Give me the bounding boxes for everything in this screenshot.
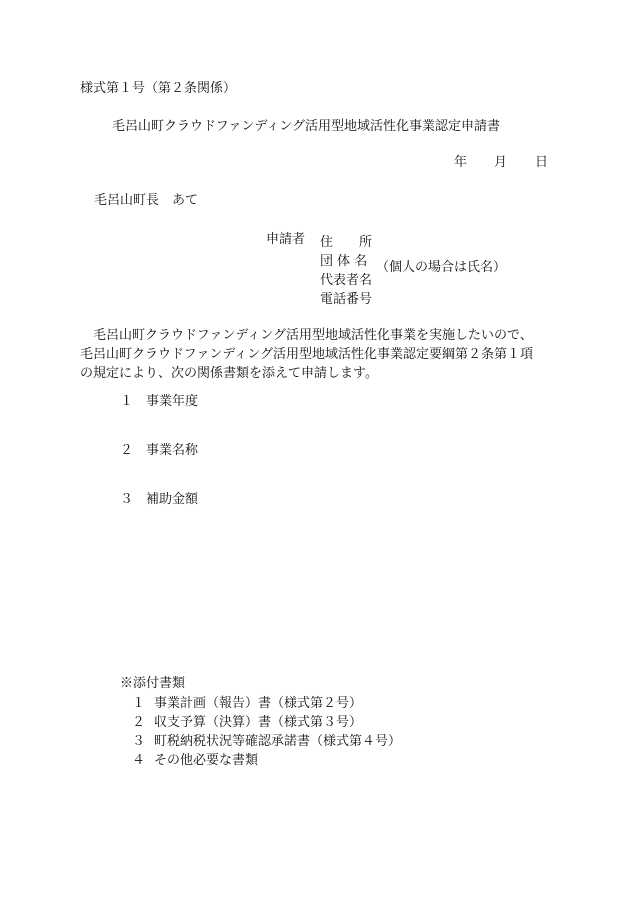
applicant-field-representative: 代表者名: [320, 273, 373, 288]
date-month-label: 月: [494, 155, 508, 170]
date-year-label: 年: [454, 155, 468, 170]
form-number: 様式第１号（第２条関係）: [80, 81, 237, 96]
individual-name-note: （個人の場合は氏名）: [376, 260, 507, 275]
attachment-label: 町税納税状況等確認承諾書（様式第４号）: [154, 734, 402, 749]
applicant-field-phone: 電話番号: [320, 292, 373, 307]
item-subsidy-amount: [120, 493, 198, 506]
attachment-label: その他必要な書類: [154, 753, 259, 768]
attachment-label: 事業計画（報告）書（様式第２号）: [154, 696, 363, 711]
attachment-label: 収支予算（決算）書（様式第３号）: [154, 715, 363, 730]
attachments-heading: ※添付書類: [120, 676, 186, 691]
applicant-field-organization: 団 体 名: [320, 254, 368, 269]
applicant-field-address: 住 所: [320, 235, 373, 250]
item-label: 事業名称: [146, 443, 199, 458]
statement-line: 毛呂山町クラウドファンディング活用型地域活性化事業認定要綱第２条第１項: [80, 347, 534, 362]
attachment-item: [132, 751, 401, 770]
application-statement: [80, 326, 550, 383]
item-number: １: [120, 394, 134, 409]
item-label: 事業年度: [146, 394, 199, 409]
item-number: ３: [120, 492, 134, 507]
document-title: 毛呂山町クラウドファンディング活用型地域活性化事業認定申請書: [112, 119, 501, 134]
date-day-label: 日: [535, 155, 549, 170]
applicant-fields: [320, 233, 372, 309]
statement-line: 毛呂山町クラウドファンディング活用型地域活性化事業を実施したいので、: [80, 328, 533, 343]
attachment-number: ２: [132, 715, 146, 730]
statement-line: の規定により、次の関係書類を添えて申請します。: [80, 366, 378, 381]
item-label: 補助金額: [146, 492, 199, 507]
attachment-number: ３: [132, 734, 146, 749]
item-project-name: [120, 444, 198, 457]
attachment-number: ４: [132, 753, 146, 768]
item-fiscal-year: [120, 395, 198, 408]
attachments-list: [132, 694, 401, 770]
attachment-item: [132, 732, 401, 751]
applicant-label: 申請者: [266, 232, 306, 247]
attachment-item: [132, 713, 401, 732]
addressee: 毛呂山町長 あて: [94, 193, 199, 208]
attachment-item: [132, 694, 401, 713]
item-number: ２: [120, 443, 134, 458]
attachment-number: １: [132, 696, 146, 711]
